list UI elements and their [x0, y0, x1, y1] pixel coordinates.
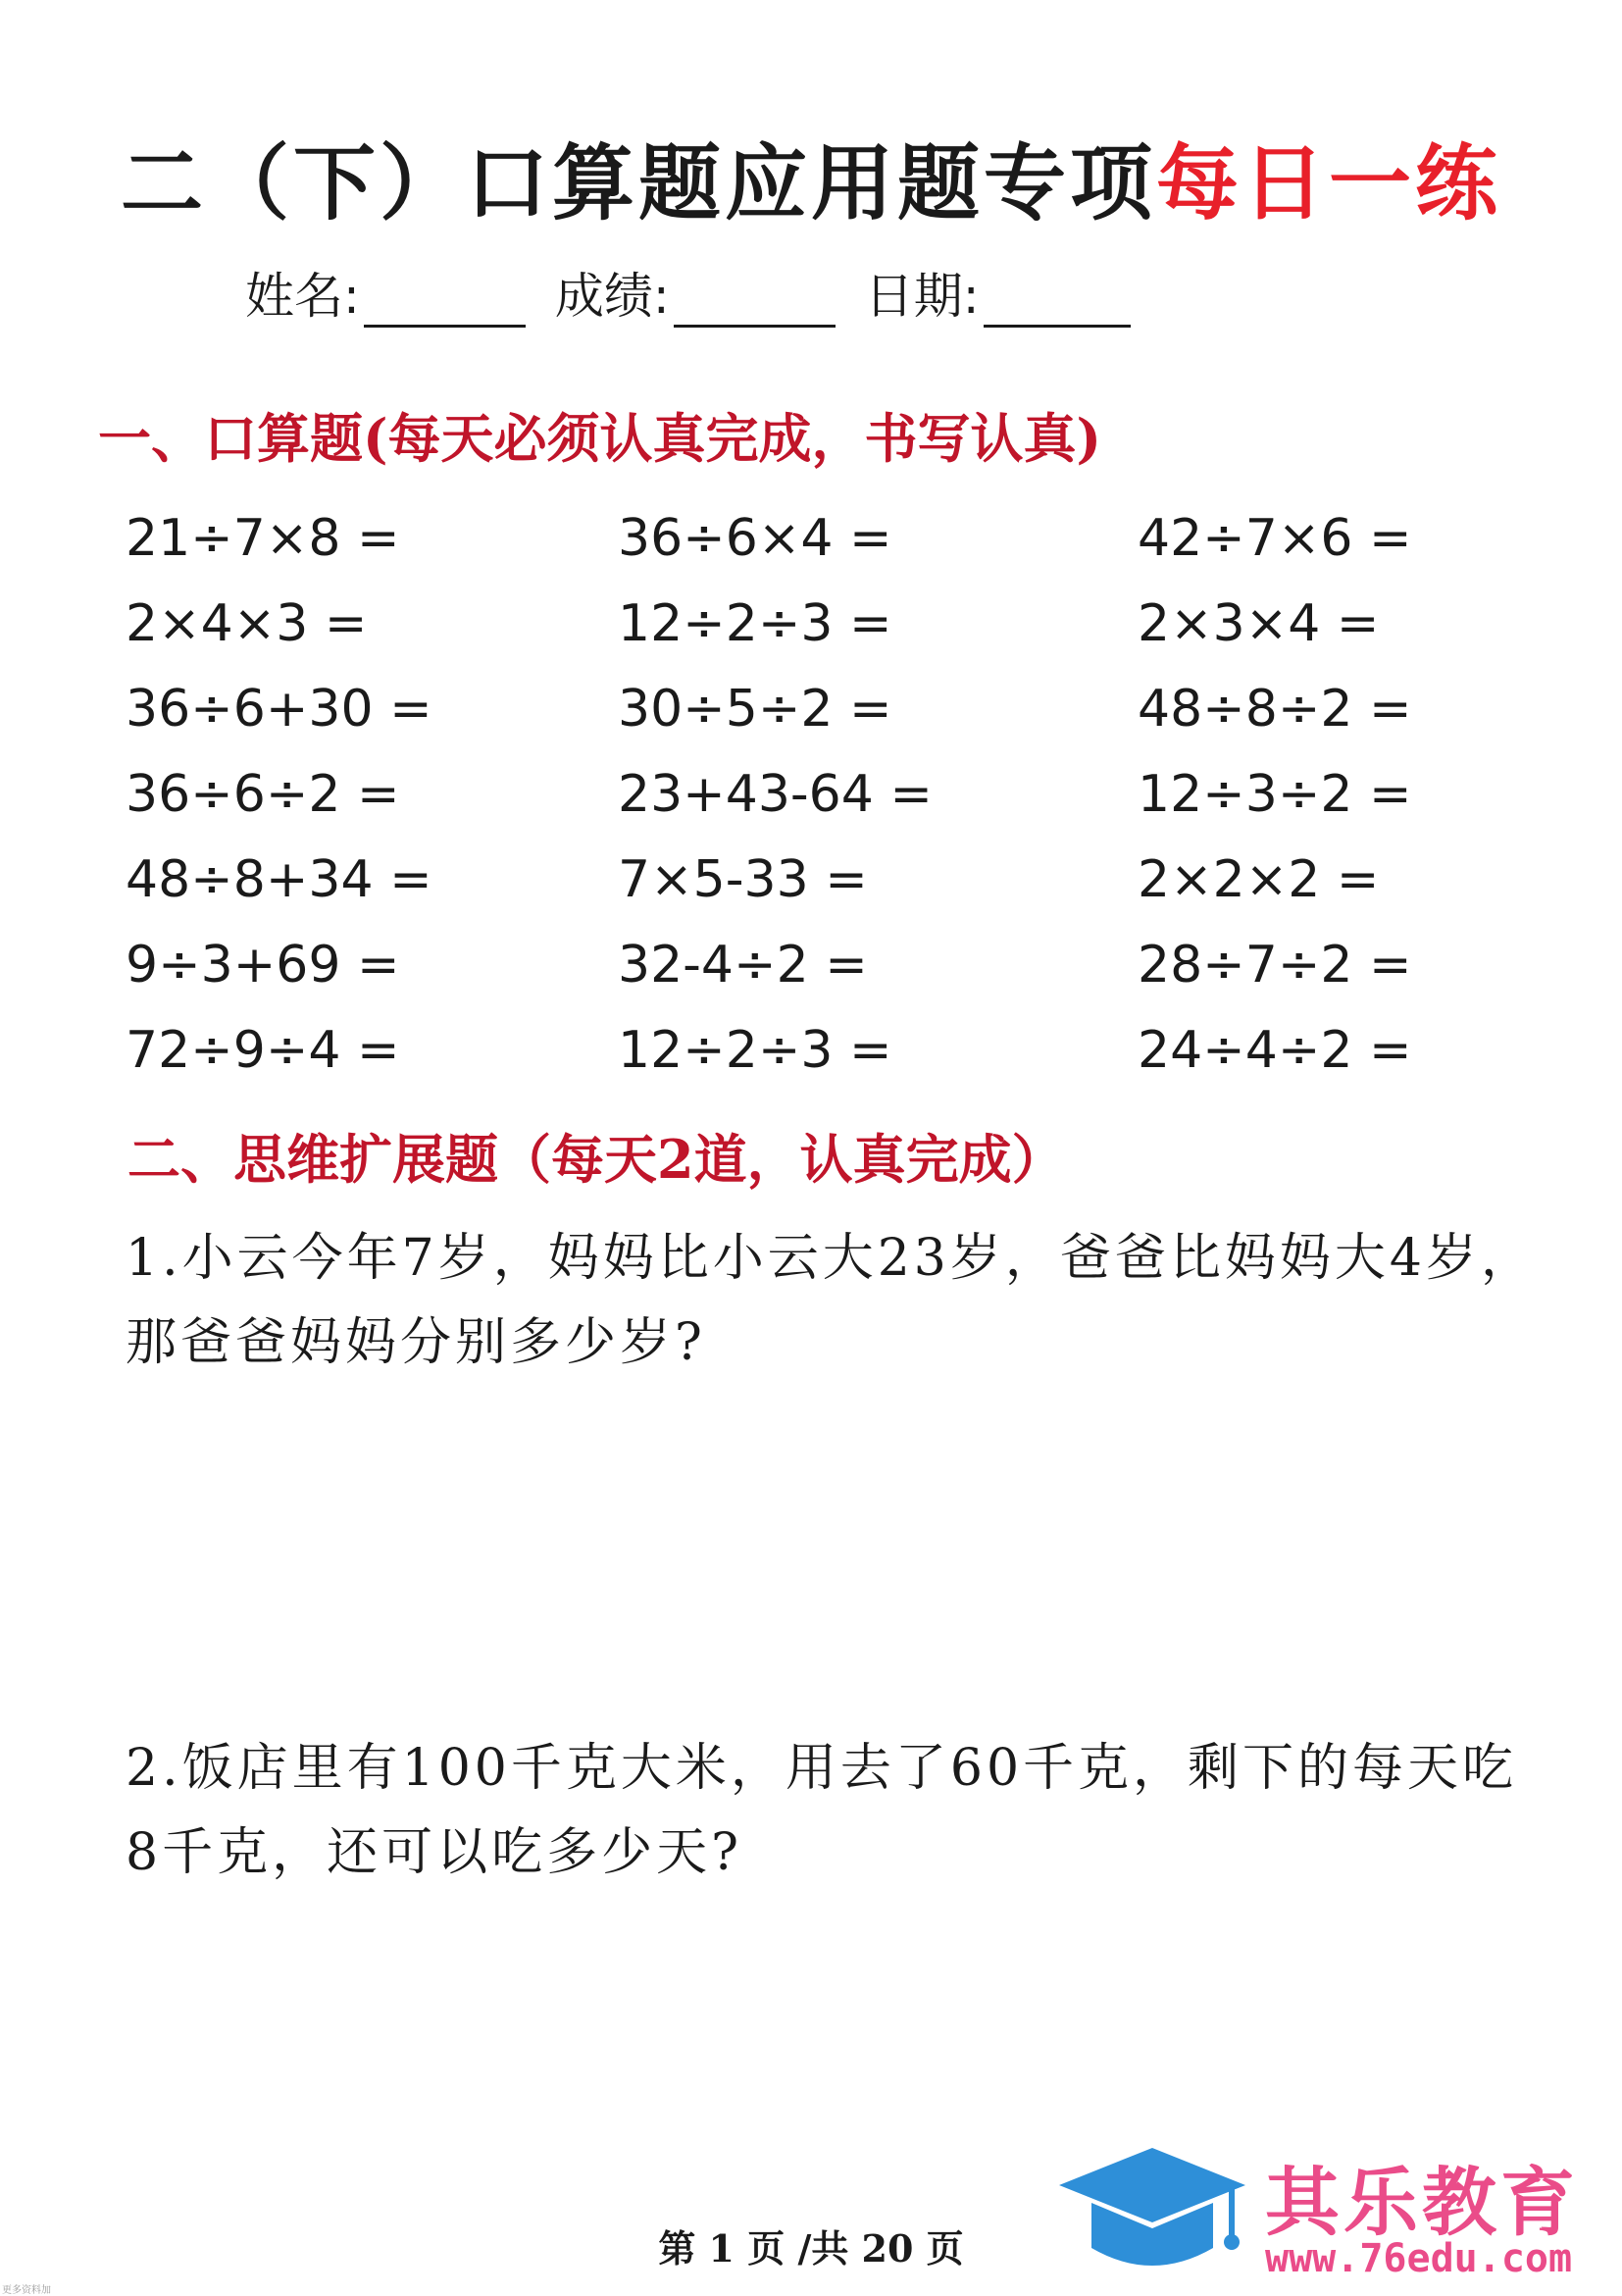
calc-row: [126, 751, 1498, 837]
calc-item: 9÷3+69 =: [126, 935, 400, 995]
calc-item: 42÷7×6 =: [1138, 508, 1412, 568]
calc-item: 7×5-33 =: [618, 849, 868, 909]
page-number: 第 1 页 /共 20 页: [658, 2226, 964, 2270]
calculation-grid: [126, 495, 1498, 1093]
calc-item: 23+43-64 =: [618, 764, 933, 824]
name-label: 姓名:: [245, 268, 360, 325]
title-accent: 每日一练: [1156, 135, 1502, 231]
student-info-row: [245, 257, 1383, 328]
brand-url: www.76edu.com: [1265, 2236, 1573, 2281]
calc-item: 28÷7÷2 =: [1138, 935, 1412, 995]
score-label: 成绩:: [554, 268, 670, 325]
score-blank[interactable]: [674, 276, 836, 328]
calc-row: [126, 666, 1498, 751]
name-blank[interactable]: [364, 276, 526, 328]
brand-name: 其乐教育: [1265, 2159, 1579, 2246]
calc-row: [126, 1007, 1498, 1093]
calc-item: 2×2×2 =: [1138, 849, 1380, 909]
word-problem-2: 2.饭店里有100千克大米，用去了60千克，剩下的每天吃8千克，还可以吃多少天?: [126, 1739, 1518, 1882]
page-title: [0, 118, 1622, 236]
calc-item: 36÷6÷2 =: [126, 764, 400, 824]
calc-item: 48÷8÷2 =: [1138, 679, 1412, 739]
section-1-heading: 一、口算题(每天必须认真完成，书写认真): [98, 407, 1102, 470]
section-2-heading: 二、思维扩展题（每天2道，认真完成）: [127, 1128, 1065, 1191]
calc-row: [126, 837, 1498, 922]
calc-item: 36÷6+30 =: [126, 679, 432, 739]
calc-item: 72÷9÷4 =: [126, 1020, 400, 1080]
calc-row: [126, 922, 1498, 1007]
word-problem-1: 1.小云今年7岁，妈妈比小云大23岁，爸爸比妈妈大4岁，那爸爸妈妈分别多少岁?: [126, 1229, 1536, 1372]
date-label: 日期:: [864, 268, 980, 325]
brand-logo: [1054, 2138, 1613, 2285]
calc-item: 21÷7×8 =: [126, 508, 400, 568]
calc-row: [126, 495, 1498, 581]
calc-item: 24÷4÷2 =: [1138, 1020, 1412, 1080]
calc-item: 30÷5÷2 =: [618, 679, 892, 739]
calc-item: 2×3×4 =: [1138, 593, 1380, 653]
calc-item: 12÷2÷3 =: [618, 593, 892, 653]
calc-row: [126, 581, 1498, 666]
graduation-cap-icon: [1054, 2138, 1250, 2285]
corner-note: 更多资料加: [2, 2285, 51, 2296]
date-blank[interactable]: [984, 276, 1131, 328]
calc-item: 32-4÷2 =: [618, 935, 868, 995]
calc-item: 36÷6×4 =: [618, 508, 892, 568]
calc-item: 48÷8+34 =: [126, 849, 432, 909]
calc-item: 2×4×3 =: [126, 593, 368, 653]
calc-item: 12÷2÷3 =: [618, 1020, 892, 1080]
calc-item: 12÷3÷2 =: [1138, 764, 1412, 824]
title-main: 二（下）口算题应用题专项: [120, 135, 1156, 231]
